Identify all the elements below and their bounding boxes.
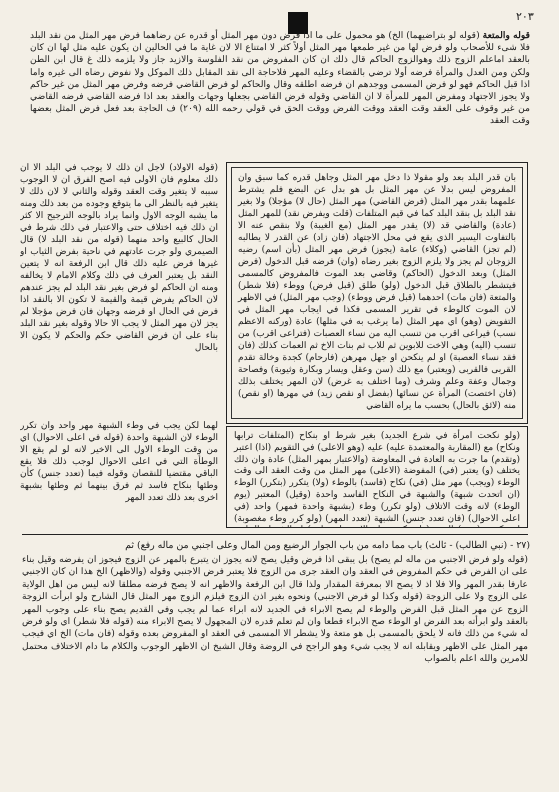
top-commentary-text: (قوله لو بتراضيهما) الخ) هو محمول على ما اذا فرض دون مهر المثل أو قدره عن رضاهما فرض مهر المثل من نقد البلد فلا شىء للأصحاب ولو فرض لها من غير طمعها مهر المثل أولاً كثر لا امتناع الا لان غاية ما في الحالين ان يكون عليه مثل لها ان كان بالعقد اماعلم الزوج ذلك وهوالزوج الحاكم قال ذلك ان كان المفروض من نقد الفلوسة والازيد جاز ولا يلزمه ذلك غ قال ابن الطن ولكن ومن العدل والمرأة فرضه أولا ترضي بالقضاء وعليه المهر فلاحاجة الى نقد المقابل ذلك الموكل ولا نفوض رضاه الى غيره واما اذا قبل الحاكم فهو لو فرض المسمى ووجدهم ان فرضه اطلقه وقال والحاكم لو فرض القاضي فرضه وفرض مهر المثل من غير حاكم ولا يجوز الاجتهاد ومفرض المهر للمرأة لا ان القاضي وقوله فرض القاضي بجعلها وجهات والعقد بعد اذا فرضه القاضي فرضه القاضي من غير وقوف على العقد وقت العقد ووقت الفرض ووقت الحق في قولي رحمه الله (٢٠٩) ف الحاجة بعد فعل فرض المثل بعضها وقت العقد [30,30,530,127]
side-commentary: (قوله الاولاد) لاجل ان ذلك لا يوجب في البلد الا ان ذلك معلوم فان الاولى فيه اصح الفرق ان لا الوجوب سببه لا يتغير وقت العقد وقوله والثاني لا لان ذلك لا يتغير فيه بالنظر الى ما يتوقع وجوده من بعد ذلك ومنه ما يشبه الوجه الاول وانما يراد بالوجه الترجيح الا كثر ان ذلك فيه اختلاف حتى والاعتبار في ذلك شرط في الحال كالبيع واحد منهما (قوله من نقد البلد لا) قال الصيمري ولو جرت عادتهم في ناحية بفرض الثياب او غيرها فرض عليه ذلك قال ابن الرفعة انه لا يتعين النقد بل يعتبر العرف في ذلك وكلام الامام لا يخالفه ومنه ان الحاكم لو فرض بغير نقد البلد لم يجز عندهم لان الحاكم يفرض قيمة والقيمة لا تكون الا بالنقد اذا فرض في الحال او فرضه وجهان فان فرض مؤجلا لم يجز لان مهر المثل لا يجب الا حالا وقوله بغير نقد البلد بناء على ان فرض القاضي حكم والحكم لا يكون الا بالحال [20,163,218,353]
secondary-text-frame: (ولو نكحت امرأة في شرع الجديد) بغير شرط او بنكاح (المتلفات ترابها ونكاح) مع (المقاربة والمعتمدة عليه) عليه (وهو الاعلى) في التقويم (اذا) اعتبر (وتقدم) ما جرت به العادة في المعاوضة (والاعتبار بمهر المثل) عادة وان ذلك يختلف (و) يعتبر (في) المفوضة (الاعلى) مهر المثل من وقت العقد الى وقت الوطء (ويجب) مهر مثل (في) نكاح (فاسد) بالوطء (ولا) يتكرر (بتكرر) الوطء (ان اتحدت شبهة) والشبهة في النكاح الفاسد واحدة (وقيل) المعتبر (يوم الوطء) لانه وقت الاتلاف (ولو تكرر) وطء (بشبهة واحدة فمهر) واحد (في اعلى الاحوال) (فان تعدد جنس) الشبهة (تعدد المهر) (ولو كرر وطء مغصوبة) [226,426,528,528]
main-text-frame [226,162,528,424]
footnote-text [22,554,528,774]
footnote-title: (٢٧ - (نبي الطالب) - ثالث) باب مما دامه من باب الجوار الرضيع ومن المال وعلى اجنبي من ماله رفع) ثم [125,540,530,551]
footnote-paragraph: (قوله ولو فرض الاجنبي من ماله لم يصح) بل يبقى اذا فرض وقيل يصح لانه يجوز ان يتبرع بالمهر عن الزوج فيجوز ان يفرضه وقيل بناء على ان الفرض في حكم المفروض في العقد وان العقد جرى من الزوج فلا يعتبر فرض الاجنبي وقوله (والاظهر) الخ هذا ان كان الاجنبي عارفا بقدر المهر والا فلا اذ لا يصح الا بمعرفة المقدار ولذا قال ابن الرفعة والاظهر انه لا يصح فرضه مطلقا لانه ليس من اهل الولاية على الزوج ولا على الزوجة (قوله وكذا لو فرض الاجنبي) ونحوه بغير اذن الزوج فيلزم الزوج مهر المثل قال الشارح ولو ابرأت الزوجة الزوج عن مهر المثل قبل الفرض والوطء لم يصح الابراء في الجديد لانه ابراء عما لم يجب وفي القديم يصح بناء على وجوب المهر بالعقد ولو ابرأته بعد الفرض او الوطء صح الابراء قطعا وان لم تعلم قدره لان المجهول لا يصح الابراء منه (قوله فلا شطر) اي ولو فرض له شيء من ذلك فانه لا يلحق بالمسمى بل هو متعة ولا يشطر الا المسمى في العقد او المفروض بعده وقوله (فان مات) الخ اي فيجب مهر المثل على الاظهر ويقابله انه لا يجب شيء وهو الراجح في الروضة وقال الشيخ ان الاظهر الوجوب والكلام ما دام الاختلاف محتمل للامرين والله اعلم بالصواب [22,554,528,665]
folio-number: ٢٠٣ [516,10,534,23]
top-lead: قوله والمتعة [482,30,531,41]
main-text: بان قدر البلد بعد ولو مقولا ذا دخل مهر المثل وجاهل قدره كما سبق وان المفروض ليس بدلا عن مهر المثل بل هو بدل عن البضع فلم يشترط علمهما بقدر مهر المثل (فرض القاضي) مهر المثل (حال لا) مؤجلا) ولا بغير نقد البلد بل بنقد البلد كما في قيم المتلفات (قلت ويفرض نقد) للمهر المثل (عادة) والقاضي قد (لا) يقدر مهر المثل (مع الغيبة) ولا بنقص عنه الا بالتفاوت اليسير الذي يقع في محل الاجتهاد (فان زاد) عن القدر لا يطالبه (لم تجز) القاضي (وكلاء) عامة (يجوز) فرض مهر المثل (بأن اسم) رضيه الزوجان لم يجز ولا يلزم الزوج بغير رضاه (وان) فرضه قبل الدخول (فرض المثل) وبعد الدخول (الحاكم) وقاضي بعد الموت فالمفروض كالمسمى فيتشطر بالطلاق قبل الدخول (ولو) طلق (قبل فرض) ووطء (فلا شطر) والمتعة (فان مات) احدهما (قبل فرض ووطء) (وجب مهر المثل) في الاظهر لان الموت كالوطء في تقرير المسمى فكذا في ايجاب مهر المثل في التفويض (وهو) اي مهر المثل (ما يرغب به في مثلها) عادة (وركنه الاعظم نسب) فيراعى اقرب من تنسب اليه من نساء العصبات (فتراعى اقرب) من تنسب (اليه) وهي الاخت للابوين ثم للاب ثم بنات الاخ ثم العمات كذلك (فان فقد نساء العصبة) او لم ينكحن او جهل مهرهن (فارحام) كجدة وخالة تقدم القربى فالقربى (ويعتبر) مع ذلك (سن وعقل ويسار وبكارة وثيوبة) وفصاحة وجمال وعفة وعلم وشرف (وما اختلف به غرض) لان المهر يختلف بذلك (فان اختصت) المرأة عن نسائها (بفضل او نقص زيد) في مهرها (او نقص) منه (لائق بالحال) بحسب ما يراه القاضي [231,167,523,419]
secondary-side-commentary: لهما لكن يجب في وطء الشبهة مهر واحد وان تكرر الوطء لان الشبهة واحدة (قوله في اعلى الاحوال) اي من وقت الوطء الاول الى الاخير لانه لو لم يقع الا الوطأة التي في اعلى الاحوال لوجب ذلك فلا يقع الباقي مقتضيا للنقصان وقوله فيما (تعدد جنس) كأن وطئها بنكاح فاسد ثم فرق بينهما ثم وطئها بشبهة اخرى بعد ذلك تعدد المهر [20,421,218,503]
footnote-divider [22,534,528,535]
top-commentary [30,30,530,160]
